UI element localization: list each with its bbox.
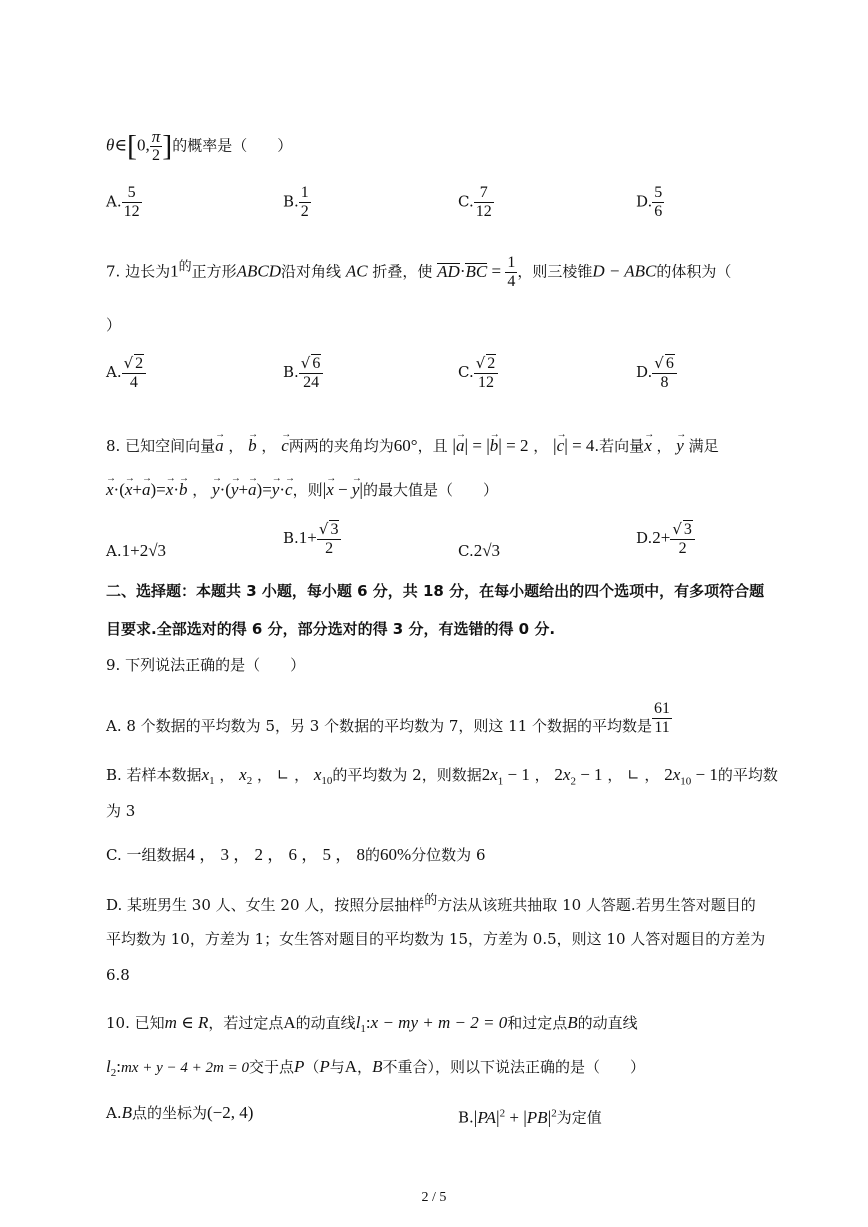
q7-stem-close: ） xyxy=(106,316,122,334)
q9-option-c: C. 一组数据4 ， 3 ， 2 ， 6 ， 5 ， 8的60%分位数为 6 xyxy=(106,845,486,864)
pi-over-2: $\frac{\pi}{2}$ xyxy=(151,127,161,164)
q8-stem-line1: 8. 已知空间向量→ a ， → b ， → c两两的夹角均为60°，且 |→ a| = |→ b| = 2 ， |→ c| = 4.若向量→ x ， → y 满足 xyxy=(106,434,719,457)
q10-stem-line1: 10. 已知m ∈ R，若过定点A的动直线$l_1:x$ − my + m − 2 = 0和过定点B的动直线 xyxy=(106,1013,638,1035)
q7-stem: 7. 边长为$1^的$正方形ABCD沿对角线 AC 折叠，使 AD·BC = $\frac{1}{4}$ ，则三棱锥D − ABC的体积为（ xyxy=(106,254,732,290)
q7-option-a: A. $\frac{√ 2}{4}$ xyxy=(106,354,146,392)
q9-option-b-line1: B. 若样本数据$x_1$ ， $x_2$ ， ∟ ， $x_{10}$的平均数为 2，则数据$2x_1 - 1$ ， $2x_2 - 1$ ， ∟ ， $2x_{10} - 1$的平均数 xyxy=(106,765,778,788)
page-number: 2 / 5 xyxy=(421,1190,447,1205)
q6-continuation: θ∈[0, $\frac{\pi}{2}$ ]的概率是（ ） xyxy=(106,127,293,164)
q7-option-c: C. $\frac{√ 2}{12}$ xyxy=(458,354,498,392)
q9-option-a: A. 8 个数据的平均数为 5，另 3 个数据的平均数为 7，则这 11 个数据的平均数是 $\frac{61}{11}$ xyxy=(106,700,671,736)
q6-option-c: C. $\frac{7}{12}$ xyxy=(458,184,492,220)
q8-option-c: C.2√3 xyxy=(458,541,501,560)
q7-option-b: B. $\frac{√ 6}{24}$ xyxy=(283,354,323,392)
q9-stem: 9. 下列说法正确的是（ ） xyxy=(106,656,306,674)
q8-option-d: D.2+ $\frac{√ 3}{2}$ xyxy=(636,520,695,558)
q10-option-b: $B.|PA|^2 + |PB|^2$为定值 xyxy=(458,1106,602,1127)
q9-option-d-line3: 6.8 xyxy=(106,966,130,984)
q6-option-d: D. $\frac{5}{6}$ xyxy=(636,184,663,220)
q9-option-b-line2: 为 3 xyxy=(106,802,136,820)
q10-option-a: A.B点的坐标为(−2, 4) xyxy=(106,1103,254,1122)
section-2-heading-line1: 二、选择题：本题共 3 小题，每小题 6 分，共 18 分，在每小题给出的四个选项中，有多项符合题 xyxy=(106,582,765,600)
q8-stem-line2: → x·(→ x+→ a)=→ x·→ b ， → y·(→ y+→ a)=→ y·→ c，则|→ x − → y|的最大值是（ ） xyxy=(106,478,498,501)
q6-option-b: B. $\frac{1}{2}$ xyxy=(283,184,309,220)
q9-option-d-line2: 平均数为 10，方差为 1；女生答对题目的平均数为 15，方差为 0.5，则这 10 人答对题目的方差为 xyxy=(106,930,766,948)
q9-option-d-line1: D. 某班男生 30 人、女生 20 人，按照分层抽样$^的$方法从该班共抽取 10 人答题.若男生答对题目的 xyxy=(106,893,756,914)
q8-option-a: A.1+2√3 xyxy=(106,541,167,560)
q6-option-a: A. $\frac{5}{12}$ xyxy=(106,184,140,220)
q8-option-b: B.1+ $\frac{√ 3}{2}$ xyxy=(283,520,341,558)
q10-stem-line2: $l_2:mx + y - 4 + 2m = 0$交于点P（P与A，B不重合），则以下说法正确的是（ ） xyxy=(106,1057,645,1079)
section-2-heading-line2: 目要求.全部选对的得 6 分，部分选对的得 3 分，有选错的得 0 分. xyxy=(106,620,556,638)
q7-option-d: D. $\frac{√ 6}{8}$ xyxy=(636,354,677,392)
